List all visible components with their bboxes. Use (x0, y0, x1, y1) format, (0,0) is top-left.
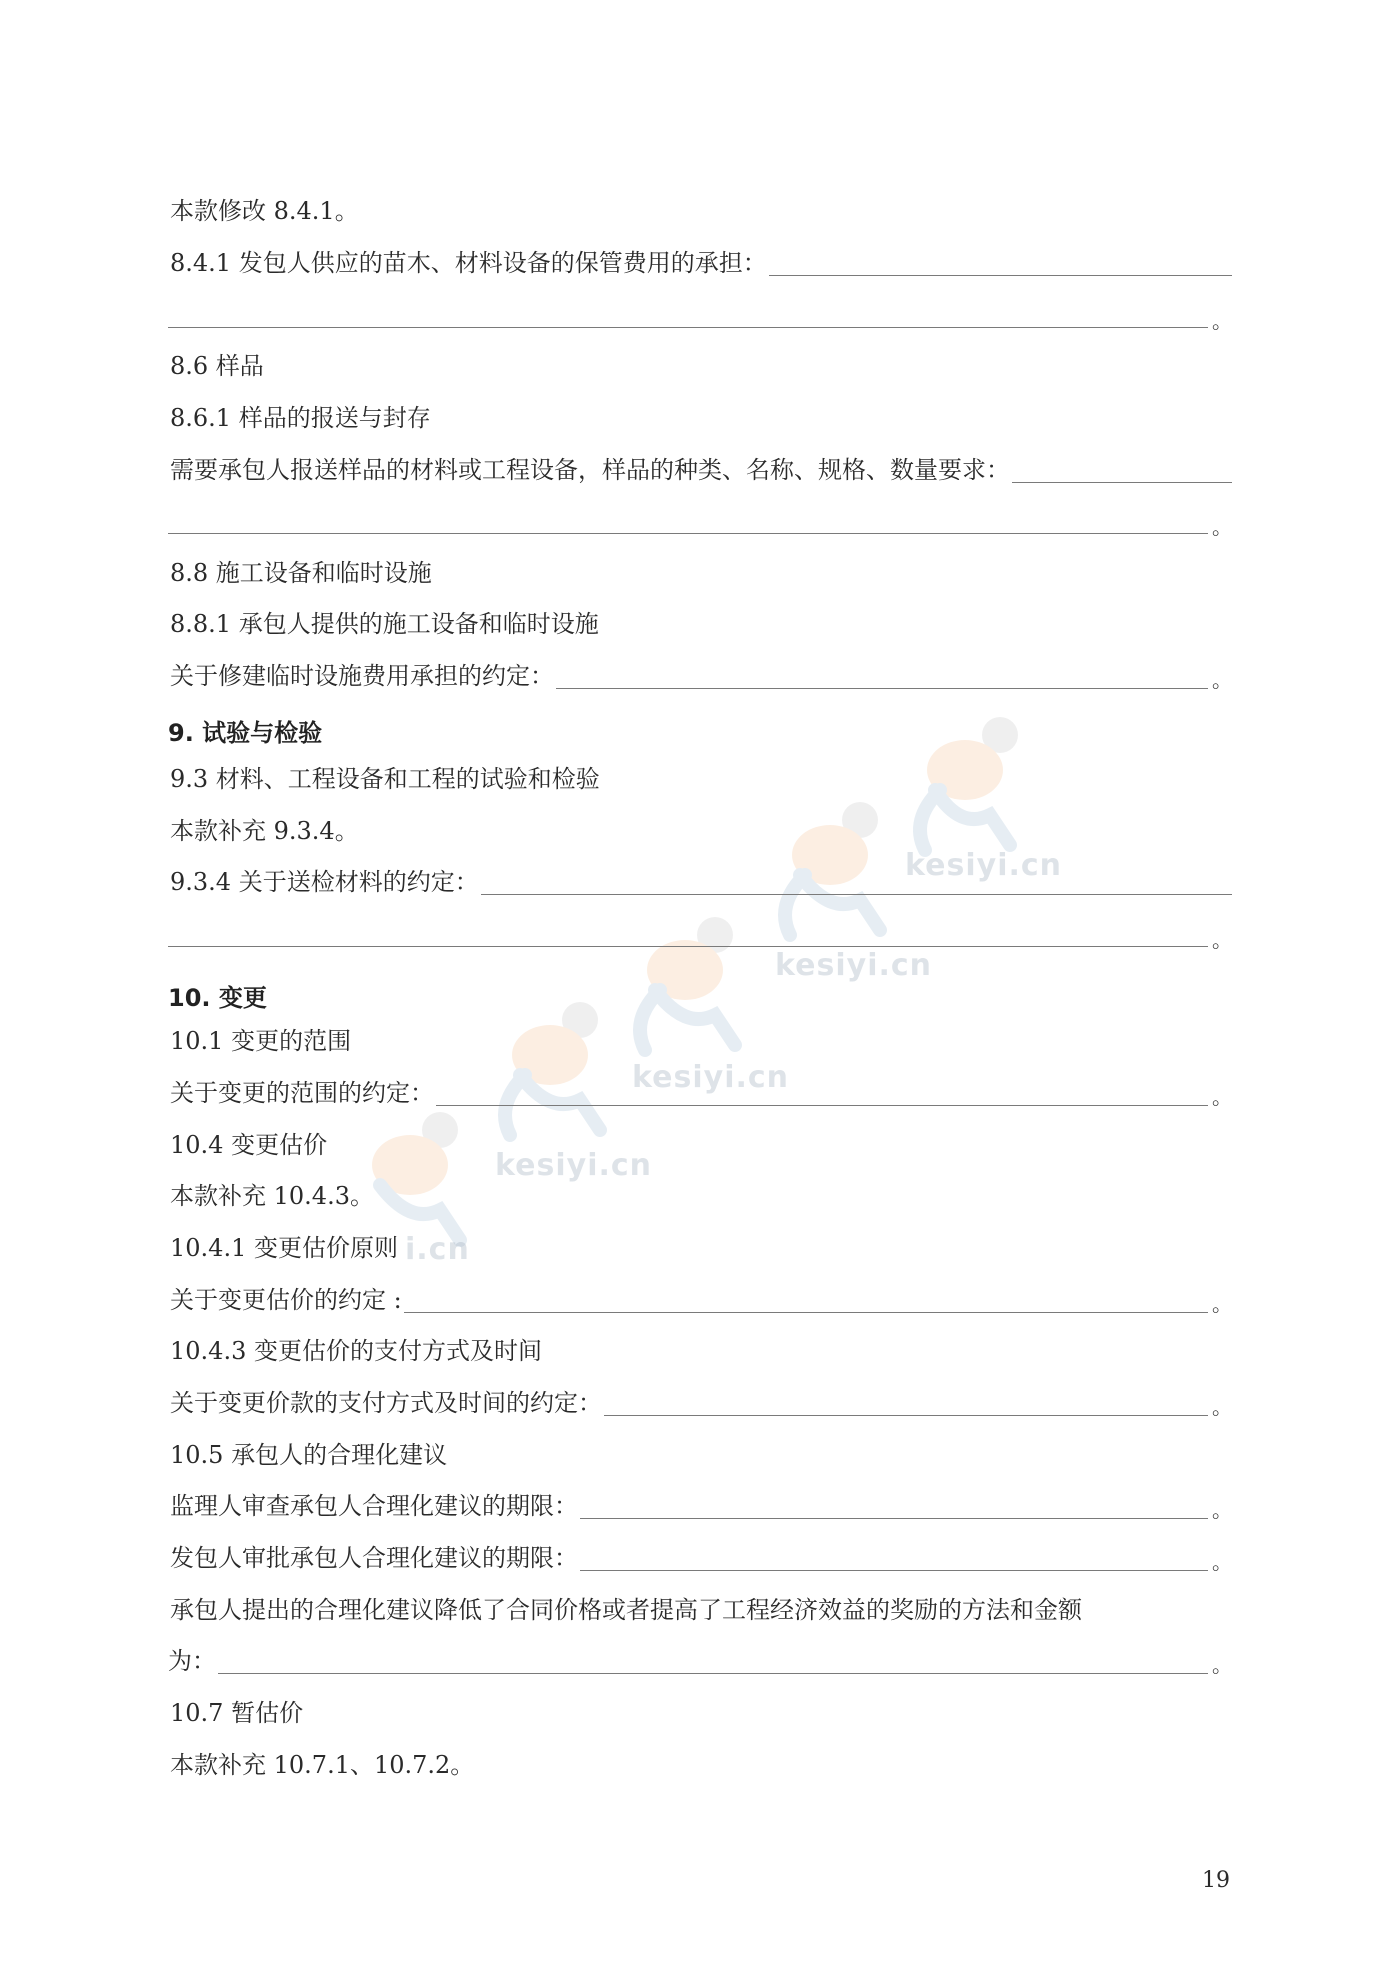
subsection-title (170, 1227, 1232, 1267)
clause-text: 10.1 变更的范围 (170, 1027, 352, 1055)
clause-text: 10.5 承包人的合理化建议 (170, 1441, 448, 1469)
fill-line (170, 1537, 1232, 1577)
clause-text: 发包人审批承包人合理化建议的期限： (170, 1544, 578, 1572)
blank-field[interactable] (580, 1517, 1208, 1519)
clause-text: 10.7 暂估价 (170, 1699, 304, 1727)
clause-text: 9.3 材料、工程设备和工程的试验和检验 (170, 765, 600, 793)
clause-text: 本款补充 10.7.1、10.7.2。 (170, 1751, 475, 1779)
blank-field[interactable] (481, 893, 1232, 895)
fill-line (168, 913, 1232, 953)
period-mark: 。 (1212, 309, 1232, 333)
clause-text: 8.8.1 承包人提供的施工设备和临时设施 (170, 610, 599, 638)
fill-line (170, 1485, 1232, 1525)
clause-text: 关于变更估价的约定 : (170, 1286, 402, 1314)
blank-field[interactable] (769, 274, 1232, 276)
period-mark: 。 (1212, 1395, 1232, 1419)
clause-text: 8.6.1 样品的报送与封存 (170, 404, 431, 432)
fill-line (170, 1072, 1232, 1112)
clause-text: 10.4.3 变更估价的支付方式及时间 (170, 1337, 542, 1365)
clause-text: 关于变更价款的支付方式及时间的约定： (170, 1389, 602, 1417)
fill-line (170, 242, 1232, 282)
blank-field[interactable] (556, 687, 1208, 689)
text-line (170, 1744, 1232, 1784)
fill-line (170, 1382, 1232, 1422)
period-mark: 。 (1212, 1292, 1232, 1316)
text-line (170, 190, 1232, 230)
period-mark: 。 (1212, 1550, 1232, 1574)
fill-line (170, 1279, 1232, 1319)
watermark-text: kesiyi.cn (495, 1148, 653, 1183)
blank-field[interactable] (168, 945, 1208, 947)
clause-text: 10.4 变更估价 (170, 1131, 328, 1159)
watermark-text: kesiyi.cn (905, 848, 1063, 883)
clause-text: 监理人审查承包人合理化建议的期限： (170, 1492, 578, 1520)
clause-text: 本款补充 9.3.4。 (170, 817, 359, 845)
fill-line (170, 655, 1232, 695)
watermark-text: kesiyi.cn (775, 948, 933, 983)
fill-line (170, 449, 1232, 489)
clause-text: 需要承包人报送样品的材料或工程设备，样品的种类、名称、规格、数量要求： (170, 456, 1010, 484)
text-line (170, 810, 1232, 850)
clause-text: 关于变更的范围的约定： (170, 1079, 434, 1107)
clause-text: 为： (168, 1647, 216, 1675)
fill-line (168, 1640, 1232, 1680)
subsection-title (170, 1330, 1232, 1370)
section-title (170, 1692, 1232, 1732)
section-title (170, 1020, 1232, 1060)
blank-field[interactable] (436, 1104, 1208, 1106)
page-number: 19 (1202, 1868, 1230, 1893)
period-mark: 。 (1212, 1498, 1232, 1522)
text-line (170, 1589, 1232, 1629)
clause-text: 9.3.4 关于送检材料的约定： (170, 868, 479, 896)
section-title (170, 345, 1232, 385)
subsection-title (170, 397, 1232, 437)
section-title (170, 1124, 1232, 1164)
blank-field[interactable] (404, 1311, 1208, 1313)
chapter-heading: 10. 变更 (168, 984, 267, 1012)
clause-text: 本款补充 10.4.3。 (170, 1182, 374, 1210)
period-mark: 。 (1212, 515, 1232, 539)
blank-field[interactable] (580, 1569, 1208, 1571)
watermark-text: kesiyi.cn (632, 1060, 790, 1095)
section-title (170, 552, 1232, 592)
blank-field[interactable] (168, 532, 1208, 534)
fill-line (168, 294, 1232, 334)
section-title (170, 1434, 1232, 1474)
clause-text: 关于修建临时设施费用承担的约定： (170, 662, 554, 690)
clause-text: 8.6 样品 (170, 352, 264, 380)
blank-field[interactable] (168, 326, 1208, 328)
period-mark: 。 (1212, 668, 1232, 692)
clause-text: 承包人提出的合理化建议降低了合同价格或者提高了工程经济效益的奖励的方法和金额 (170, 1596, 1082, 1624)
period-mark: 。 (1212, 928, 1232, 952)
watermark-text-partial: i.cn (405, 1232, 470, 1267)
period-mark: 。 (1212, 1085, 1232, 1109)
blank-field[interactable] (218, 1672, 1208, 1674)
fill-line (168, 500, 1232, 540)
clause-text: 本款修改 8.4.1。 (170, 197, 359, 225)
clause-text: 8.4.1 发包人供应的苗木、材料设备的保管费用的承担： (170, 249, 767, 277)
fill-line (170, 861, 1232, 901)
text-line (170, 1175, 1232, 1215)
chapter-heading: 9. 试验与检验 (168, 719, 323, 747)
blank-field[interactable] (604, 1414, 1208, 1416)
subsection-title (170, 603, 1232, 643)
blank-field[interactable] (1012, 481, 1232, 483)
clause-text: 10.4.1 变更估价原则 (170, 1234, 398, 1262)
period-mark: 。 (1212, 1653, 1232, 1677)
section-title (170, 758, 1232, 798)
clause-text: 8.8 施工设备和临时设施 (170, 559, 432, 587)
